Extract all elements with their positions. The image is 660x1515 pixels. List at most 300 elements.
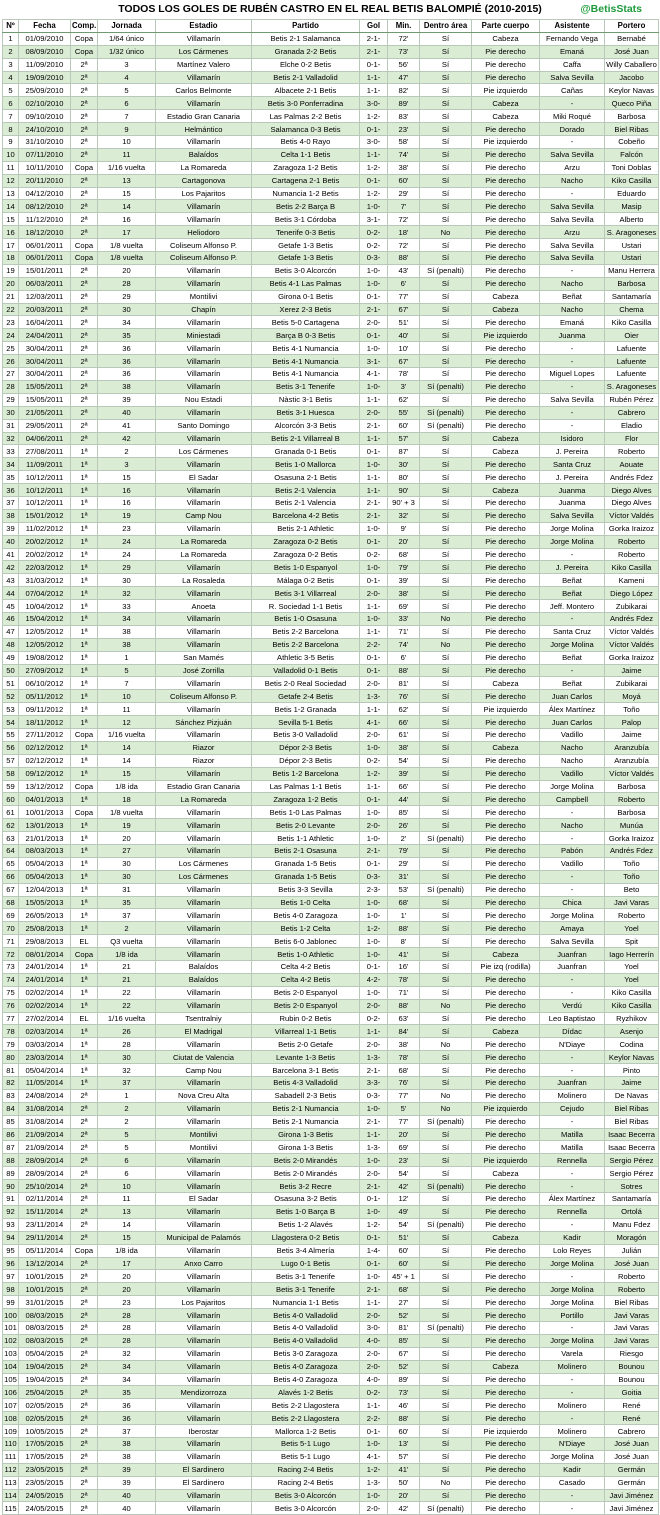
cell-goalkeeper: Keylor Navas bbox=[605, 84, 659, 97]
cell-date: 10/05/2015 bbox=[19, 1425, 71, 1438]
cell-assist: Jorge Molina bbox=[540, 522, 605, 535]
cell-goalkeeper: Cabrero bbox=[605, 1425, 659, 1438]
cell-assist: Emaná bbox=[540, 316, 605, 329]
cell-minute: 90' bbox=[388, 484, 420, 497]
cell-score: 1-3- bbox=[360, 690, 388, 703]
cell-goalkeeper: Asenjo bbox=[605, 1025, 659, 1038]
cell-stadium: Coliseum Alfonso P. bbox=[156, 239, 252, 252]
cell-inside-box: No bbox=[420, 1476, 472, 1489]
cell-competition: 1ª bbox=[71, 845, 98, 858]
cell-num: 43 bbox=[3, 574, 19, 587]
cell-stadium: Villamarín bbox=[156, 136, 252, 149]
cell-inside-box: Sí bbox=[420, 1425, 472, 1438]
cell-num: 69 bbox=[3, 909, 19, 922]
cell-date: 08/03/2015 bbox=[19, 1321, 71, 1334]
cell-num: 13 bbox=[3, 187, 19, 200]
cell-stadium: Villamarín bbox=[156, 625, 252, 638]
cell-inside-box: Sí bbox=[420, 187, 472, 200]
cell-body-part: Cabeza bbox=[472, 741, 540, 754]
cell-stadium: Balaídos bbox=[156, 973, 252, 986]
cell-score: 0-1- bbox=[360, 174, 388, 187]
cell-assist: Beñat bbox=[540, 677, 605, 690]
cell-num: 90 bbox=[3, 1180, 19, 1193]
cell-stadium: Montilivi bbox=[156, 290, 252, 303]
cell-score: 1-2- bbox=[360, 110, 388, 123]
cell-body-part: Pie derecho bbox=[472, 1463, 540, 1476]
cell-round: 6 bbox=[98, 1167, 156, 1180]
table-row bbox=[3, 1296, 659, 1309]
cell-stadium: Villamarín bbox=[156, 496, 252, 509]
cell-inside-box: Sí bbox=[420, 393, 472, 406]
cell-competition: 2ª bbox=[71, 174, 98, 187]
cell-body-part: Pie derecho bbox=[472, 1218, 540, 1231]
cell-inside-box: Sí bbox=[420, 509, 472, 522]
cell-inside-box: Sí bbox=[420, 1489, 472, 1502]
cell-num: 21 bbox=[3, 290, 19, 303]
cell-competition: 1ª bbox=[71, 973, 98, 986]
cell-score: 0-1- bbox=[360, 664, 388, 677]
cell-body-part: Pie derecho bbox=[472, 870, 540, 883]
cell-date: 11/02/2012 bbox=[19, 522, 71, 535]
twitter-handle[interactable]: @BetisStats bbox=[580, 3, 642, 15]
cell-minute: 46' bbox=[388, 1399, 420, 1412]
cell-body-part: Pie derecho bbox=[472, 1115, 540, 1128]
cell-inside-box: Sí bbox=[420, 1309, 472, 1322]
cell-score: 2-0- bbox=[360, 406, 388, 419]
table-row bbox=[3, 1154, 659, 1167]
cell-date: 07/04/2012 bbox=[19, 587, 71, 600]
table-row bbox=[3, 1463, 659, 1476]
cell-inside-box: Sí (penalti) bbox=[420, 380, 472, 393]
cell-round: 2 bbox=[98, 922, 156, 935]
cell-body-part: Pie derecho bbox=[472, 857, 540, 870]
cell-stadium: Mendizorroza bbox=[156, 1386, 252, 1399]
cell-date: 20/02/2012 bbox=[19, 548, 71, 561]
col-header-num: Nº bbox=[3, 20, 19, 33]
cell-stadium: Villamarín bbox=[156, 703, 252, 716]
cell-date: 18/11/2012 bbox=[19, 716, 71, 729]
cell-competition: 2ª bbox=[71, 1180, 98, 1193]
cell-date: 08/03/2015 bbox=[19, 1334, 71, 1347]
cell-competition: 1ª bbox=[71, 870, 98, 883]
cell-competition: 2ª bbox=[71, 1399, 98, 1412]
table-row bbox=[3, 522, 659, 535]
cell-competition: 2ª bbox=[71, 1450, 98, 1463]
cell-num: 7 bbox=[3, 110, 19, 123]
cell-competition: Copa bbox=[71, 252, 98, 265]
cell-match: Betis 4-1 Numancia bbox=[252, 355, 360, 368]
cell-score: 1-1- bbox=[360, 1128, 388, 1141]
cell-stadium: Villamarín bbox=[156, 1270, 252, 1283]
cell-competition: 1ª bbox=[71, 612, 98, 625]
cell-assist: Juanma bbox=[540, 496, 605, 509]
cell-minute: 51' bbox=[388, 1231, 420, 1244]
cell-goalkeeper: Lafuente bbox=[605, 355, 659, 368]
cell-assist: - bbox=[540, 1270, 605, 1283]
cell-assist: - bbox=[540, 1386, 605, 1399]
cell-inside-box: Sí bbox=[420, 806, 472, 819]
cell-match: Elche 0-2 Betis bbox=[252, 58, 360, 71]
cell-round: 15 bbox=[98, 187, 156, 200]
cell-stadium: Martínez Valero bbox=[156, 58, 252, 71]
cell-inside-box: Sí bbox=[420, 522, 472, 535]
table-row bbox=[3, 948, 659, 961]
cell-competition: 2ª bbox=[71, 1141, 98, 1154]
cell-score: 2-0- bbox=[360, 819, 388, 832]
cell-num: 95 bbox=[3, 1244, 19, 1257]
cell-minute: 60' bbox=[388, 1425, 420, 1438]
cell-inside-box: Sí bbox=[420, 664, 472, 677]
cell-competition: 1ª bbox=[71, 1038, 98, 1051]
cell-competition: 1ª bbox=[71, 716, 98, 729]
cell-round: 7 bbox=[98, 110, 156, 123]
cell-assist: Miki Roqué bbox=[540, 110, 605, 123]
cell-stadium: Los Cármenes bbox=[156, 870, 252, 883]
cell-round: 26 bbox=[98, 1025, 156, 1038]
cell-goalkeeper: S. Aragoneses bbox=[605, 226, 659, 239]
cell-assist: Jorge Molina bbox=[540, 909, 605, 922]
cell-body-part: Pie izq (rodilla) bbox=[472, 961, 540, 974]
cell-competition: 2ª bbox=[71, 380, 98, 393]
cell-body-part: Pie derecho bbox=[472, 999, 540, 1012]
cell-inside-box: Sí bbox=[420, 973, 472, 986]
cell-round: 34 bbox=[98, 316, 156, 329]
table-row bbox=[3, 587, 659, 600]
cell-match: Alcorcón 3-3 Betis bbox=[252, 419, 360, 432]
cell-body-part: Pie izquierdo bbox=[472, 703, 540, 716]
cell-inside-box: Sí bbox=[420, 780, 472, 793]
cell-match: Betis 2-0 Levante bbox=[252, 819, 360, 832]
cell-inside-box: Sí bbox=[420, 728, 472, 741]
cell-competition: 1ª bbox=[71, 1064, 98, 1077]
cell-minute: 82' bbox=[388, 84, 420, 97]
table-row bbox=[3, 380, 659, 393]
cell-body-part: Pie derecho bbox=[472, 1502, 540, 1515]
cell-minute: 88' bbox=[388, 1412, 420, 1425]
cell-score: 1-1- bbox=[360, 625, 388, 638]
cell-num: 3 bbox=[3, 58, 19, 71]
cell-match: Betis 2-0 Espanyol bbox=[252, 999, 360, 1012]
cell-body-part: Pie derecho bbox=[472, 767, 540, 780]
cell-assist: Campbell bbox=[540, 793, 605, 806]
cell-body-part: Pie derecho bbox=[472, 548, 540, 561]
cell-assist: Molinero bbox=[540, 1089, 605, 1102]
cell-round: 1/8 ida bbox=[98, 780, 156, 793]
cell-body-part: Pie derecho bbox=[472, 496, 540, 509]
cell-inside-box: Sí (penalti) bbox=[420, 1180, 472, 1193]
cell-round: 10 bbox=[98, 136, 156, 149]
cell-competition: 1ª bbox=[71, 535, 98, 548]
cell-stadium: La Romareda bbox=[156, 535, 252, 548]
cell-minute: 85' bbox=[388, 806, 420, 819]
cell-match: Betis 4-1 Las Palmas bbox=[252, 277, 360, 290]
cell-competition: 2ª bbox=[71, 148, 98, 161]
cell-minute: 23' bbox=[388, 1154, 420, 1167]
cell-stadium: Villamarín bbox=[156, 1347, 252, 1360]
cell-round: 1 bbox=[98, 1089, 156, 1102]
cell-num: 99 bbox=[3, 1296, 19, 1309]
table-row bbox=[3, 767, 659, 780]
cell-stadium: Villamarín bbox=[156, 638, 252, 651]
cell-date: 29/08/2013 bbox=[19, 935, 71, 948]
cell-round: 1/8 ida bbox=[98, 948, 156, 961]
cell-inside-box: Sí bbox=[420, 355, 472, 368]
cell-score: 0-1- bbox=[360, 329, 388, 342]
cell-num: 23 bbox=[3, 316, 19, 329]
cell-body-part: Pie derecho bbox=[472, 625, 540, 638]
cell-match: Betis 2-2 Llagostera bbox=[252, 1399, 360, 1412]
cell-minute: 68' bbox=[388, 896, 420, 909]
cell-inside-box: Sí bbox=[420, 587, 472, 600]
cell-inside-box: Sí bbox=[420, 961, 472, 974]
cell-stadium: Villamarín bbox=[156, 1450, 252, 1463]
cell-num: 62 bbox=[3, 819, 19, 832]
cell-minute: 33' bbox=[388, 612, 420, 625]
cell-minute: 29' bbox=[388, 187, 420, 200]
cell-date: 13/01/2013 bbox=[19, 819, 71, 832]
cell-num: 28 bbox=[3, 380, 19, 393]
cell-minute: 67' bbox=[388, 1347, 420, 1360]
table-row bbox=[3, 161, 659, 174]
cell-competition: 1ª bbox=[71, 471, 98, 484]
cell-assist: Salva Sevilla bbox=[540, 148, 605, 161]
cell-stadium: Anxo Carro bbox=[156, 1257, 252, 1270]
cell-minute: 7' bbox=[388, 200, 420, 213]
cell-inside-box: Sí bbox=[420, 1012, 472, 1025]
cell-score: 2-1- bbox=[360, 845, 388, 858]
cell-goalkeeper: Bernabé bbox=[605, 32, 659, 45]
cell-assist: - bbox=[540, 406, 605, 419]
cell-date: 10/12/2011 bbox=[19, 484, 71, 497]
cell-body-part: Pie derecho bbox=[472, 1373, 540, 1386]
cell-goalkeeper: Cabrero bbox=[605, 406, 659, 419]
cell-competition: 2ª bbox=[71, 226, 98, 239]
cell-goalkeeper: Moyá bbox=[605, 690, 659, 703]
cell-assist: N'Diaye bbox=[540, 1038, 605, 1051]
cell-inside-box: Sí bbox=[420, 1399, 472, 1412]
cell-goalkeeper: Víctor Valdés bbox=[605, 767, 659, 780]
table-row bbox=[3, 1412, 659, 1425]
cell-competition: 2ª bbox=[71, 187, 98, 200]
cell-round: 28 bbox=[98, 1309, 156, 1322]
cell-assist: - bbox=[540, 187, 605, 200]
cell-num: 48 bbox=[3, 638, 19, 651]
cell-num: 35 bbox=[3, 471, 19, 484]
cell-assist: Jorge Molina bbox=[540, 1334, 605, 1347]
cell-num: 5 bbox=[3, 84, 19, 97]
cell-round: 34 bbox=[98, 612, 156, 625]
cell-num: 38 bbox=[3, 509, 19, 522]
cell-score: 2-1- bbox=[360, 1064, 388, 1077]
cell-match: Betis 1-0 Mallorca bbox=[252, 458, 360, 471]
table-row bbox=[3, 1270, 659, 1283]
cell-inside-box: No bbox=[420, 999, 472, 1012]
cell-inside-box: Sí bbox=[420, 239, 472, 252]
cell-num: 76 bbox=[3, 999, 19, 1012]
cell-num: 58 bbox=[3, 767, 19, 780]
cell-stadium: Villamarín bbox=[156, 1180, 252, 1193]
cell-assist: - bbox=[540, 664, 605, 677]
cell-score: 0-1- bbox=[360, 793, 388, 806]
cell-competition: 1ª bbox=[71, 677, 98, 690]
cell-date: 19/04/2015 bbox=[19, 1373, 71, 1386]
cell-score: 1-0- bbox=[360, 1489, 388, 1502]
cell-competition: 2ª bbox=[71, 1502, 98, 1515]
cell-match: Betis 5-0 Cartagena bbox=[252, 316, 360, 329]
table-row bbox=[3, 561, 659, 574]
cell-competition: 1ª bbox=[71, 638, 98, 651]
cell-score: 1-1- bbox=[360, 600, 388, 613]
cell-date: 17/05/2015 bbox=[19, 1437, 71, 1450]
cell-competition: 2ª bbox=[71, 1309, 98, 1322]
table-row bbox=[3, 58, 659, 71]
cell-match: Betis 3-0 Alcorcón bbox=[252, 1489, 360, 1502]
cell-inside-box: Sí (penalti) bbox=[420, 832, 472, 845]
cell-body-part: Pie derecho bbox=[472, 174, 540, 187]
cell-score: 1-0- bbox=[360, 1102, 388, 1115]
cell-match: Betis 1-2 Celta bbox=[252, 922, 360, 935]
cell-stadium: Villamarín bbox=[156, 355, 252, 368]
cell-date: 24/08/2014 bbox=[19, 1089, 71, 1102]
col-header-stadium: Estadio bbox=[156, 20, 252, 33]
table-row bbox=[3, 1502, 659, 1515]
cell-round: 32 bbox=[98, 1347, 156, 1360]
cell-inside-box: No bbox=[420, 638, 472, 651]
cell-stadium: Villamarín bbox=[156, 200, 252, 213]
cell-match: Betis 3-1 Villarreal bbox=[252, 587, 360, 600]
cell-match: Numancia 1-2 Betis bbox=[252, 187, 360, 200]
cell-num: 78 bbox=[3, 1025, 19, 1038]
cell-goalkeeper: Sergio Pérez bbox=[605, 1167, 659, 1180]
cell-round: 20 bbox=[98, 1283, 156, 1296]
cell-goalkeeper: Toño bbox=[605, 857, 659, 870]
cell-date: 28/09/2014 bbox=[19, 1167, 71, 1180]
cell-body-part: Pie izquierdo bbox=[472, 1154, 540, 1167]
cell-inside-box: Sí (penalti) bbox=[420, 1321, 472, 1334]
cell-match: Betis 1-0 Las Palmas bbox=[252, 806, 360, 819]
cell-stadium: Villamarín bbox=[156, 728, 252, 741]
cell-minute: 74' bbox=[388, 148, 420, 161]
cell-round: 16 bbox=[98, 484, 156, 497]
table-row bbox=[3, 303, 659, 316]
cell-minute: 88' bbox=[388, 664, 420, 677]
cell-assist: Isidoro bbox=[540, 432, 605, 445]
cell-round: 3 bbox=[98, 458, 156, 471]
cell-competition: 2ª bbox=[71, 303, 98, 316]
cell-stadium: Villamarín bbox=[156, 1502, 252, 1515]
cell-inside-box: Sí bbox=[420, 870, 472, 883]
cell-body-part: Pie derecho bbox=[472, 71, 540, 84]
cell-body-part: Pie derecho bbox=[472, 561, 540, 574]
cell-minute: 54' bbox=[388, 1218, 420, 1231]
cell-minute: 72' bbox=[388, 239, 420, 252]
table-row bbox=[3, 432, 659, 445]
cell-round: 38 bbox=[98, 625, 156, 638]
cell-competition: 2ª bbox=[71, 1437, 98, 1450]
table-row bbox=[3, 1334, 659, 1347]
cell-goalkeeper: Gorka Iraizoz bbox=[605, 832, 659, 845]
cell-goalkeeper: Roberto bbox=[605, 445, 659, 458]
cell-stadium: Miniestadi bbox=[156, 329, 252, 342]
cell-inside-box: Sí bbox=[420, 471, 472, 484]
cell-match: Girona 0-1 Betis bbox=[252, 290, 360, 303]
cell-num: 8 bbox=[3, 123, 19, 136]
cell-score: 2-1- bbox=[360, 1180, 388, 1193]
cell-score: 0-1- bbox=[360, 445, 388, 458]
cell-date: 01/09/2010 bbox=[19, 32, 71, 45]
table-row bbox=[3, 574, 659, 587]
cell-competition: 2ª bbox=[71, 1283, 98, 1296]
cell-minute: 88' bbox=[388, 922, 420, 935]
table-row bbox=[3, 716, 659, 729]
cell-body-part: Pie derecho bbox=[472, 123, 540, 136]
cell-num: 14 bbox=[3, 200, 19, 213]
cell-minute: 67' bbox=[388, 355, 420, 368]
cell-date: 31/10/2010 bbox=[19, 136, 71, 149]
cell-stadium: Villamarín bbox=[156, 368, 252, 381]
cell-inside-box: Sí bbox=[420, 1334, 472, 1347]
cell-goalkeeper: Diego Alves bbox=[605, 496, 659, 509]
col-header-goalkeeper: Portero bbox=[605, 20, 659, 33]
cell-inside-box: Sí (penalti) bbox=[420, 1218, 472, 1231]
cell-match: Getafe 1-3 Betis bbox=[252, 239, 360, 252]
cell-goalkeeper: José Juan bbox=[605, 45, 659, 58]
cell-body-part: Pie derecho bbox=[472, 535, 540, 548]
cell-round: 27 bbox=[98, 845, 156, 858]
cell-stadium: Cartagonova bbox=[156, 174, 252, 187]
table-row bbox=[3, 935, 659, 948]
cell-goalkeeper: Ortolá bbox=[605, 1205, 659, 1218]
cell-body-part: Pie derecho bbox=[472, 1193, 540, 1206]
cell-assist: Beñat bbox=[540, 290, 605, 303]
cell-match: Málaga 0-2 Betis bbox=[252, 574, 360, 587]
cell-goalkeeper: Gorka Iraizoz bbox=[605, 651, 659, 664]
cell-round: 2 bbox=[98, 1102, 156, 1115]
cell-minute: 62' bbox=[388, 703, 420, 716]
cell-goalkeeper: Roberto bbox=[605, 793, 659, 806]
cell-stadium: Villamarín bbox=[156, 612, 252, 625]
cell-date: 13/12/2014 bbox=[19, 1257, 71, 1270]
cell-round: 18 bbox=[98, 793, 156, 806]
cell-round: 40 bbox=[98, 1489, 156, 1502]
cell-score: 0-2- bbox=[360, 754, 388, 767]
table-row bbox=[3, 226, 659, 239]
cell-match: Betis 3-0 Zaragoza bbox=[252, 1347, 360, 1360]
cell-num: 107 bbox=[4, 1400, 17, 1410]
table-row bbox=[3, 393, 659, 406]
cell-competition: 1ª bbox=[71, 664, 98, 677]
cell-assist: Leo Baptistao bbox=[540, 1012, 605, 1025]
cell-body-part: Pie derecho bbox=[472, 973, 540, 986]
cell-score: 1-1- bbox=[360, 71, 388, 84]
cell-inside-box: Sí bbox=[420, 45, 472, 58]
cell-body-part: Pie derecho bbox=[472, 754, 540, 767]
cell-inside-box: No bbox=[420, 226, 472, 239]
cell-minute: 55' bbox=[388, 406, 420, 419]
cell-date: 05/04/2013 bbox=[19, 857, 71, 870]
cell-goalkeeper: Biel Ribas bbox=[605, 1296, 659, 1309]
cell-assist: - bbox=[540, 612, 605, 625]
cell-competition: 2ª bbox=[71, 1386, 98, 1399]
cell-match: Levante 1-3 Betis bbox=[252, 1051, 360, 1064]
goals-table bbox=[2, 19, 659, 1515]
cell-match: Betis 4-0 Valladolid bbox=[252, 1309, 360, 1322]
cell-date: 08/03/2015 bbox=[19, 1309, 71, 1322]
cell-score: 2-0- bbox=[360, 677, 388, 690]
cell-minute: 89' bbox=[388, 1373, 420, 1386]
cell-score: 0-1- bbox=[360, 290, 388, 303]
cell-score: 1-1- bbox=[360, 484, 388, 497]
